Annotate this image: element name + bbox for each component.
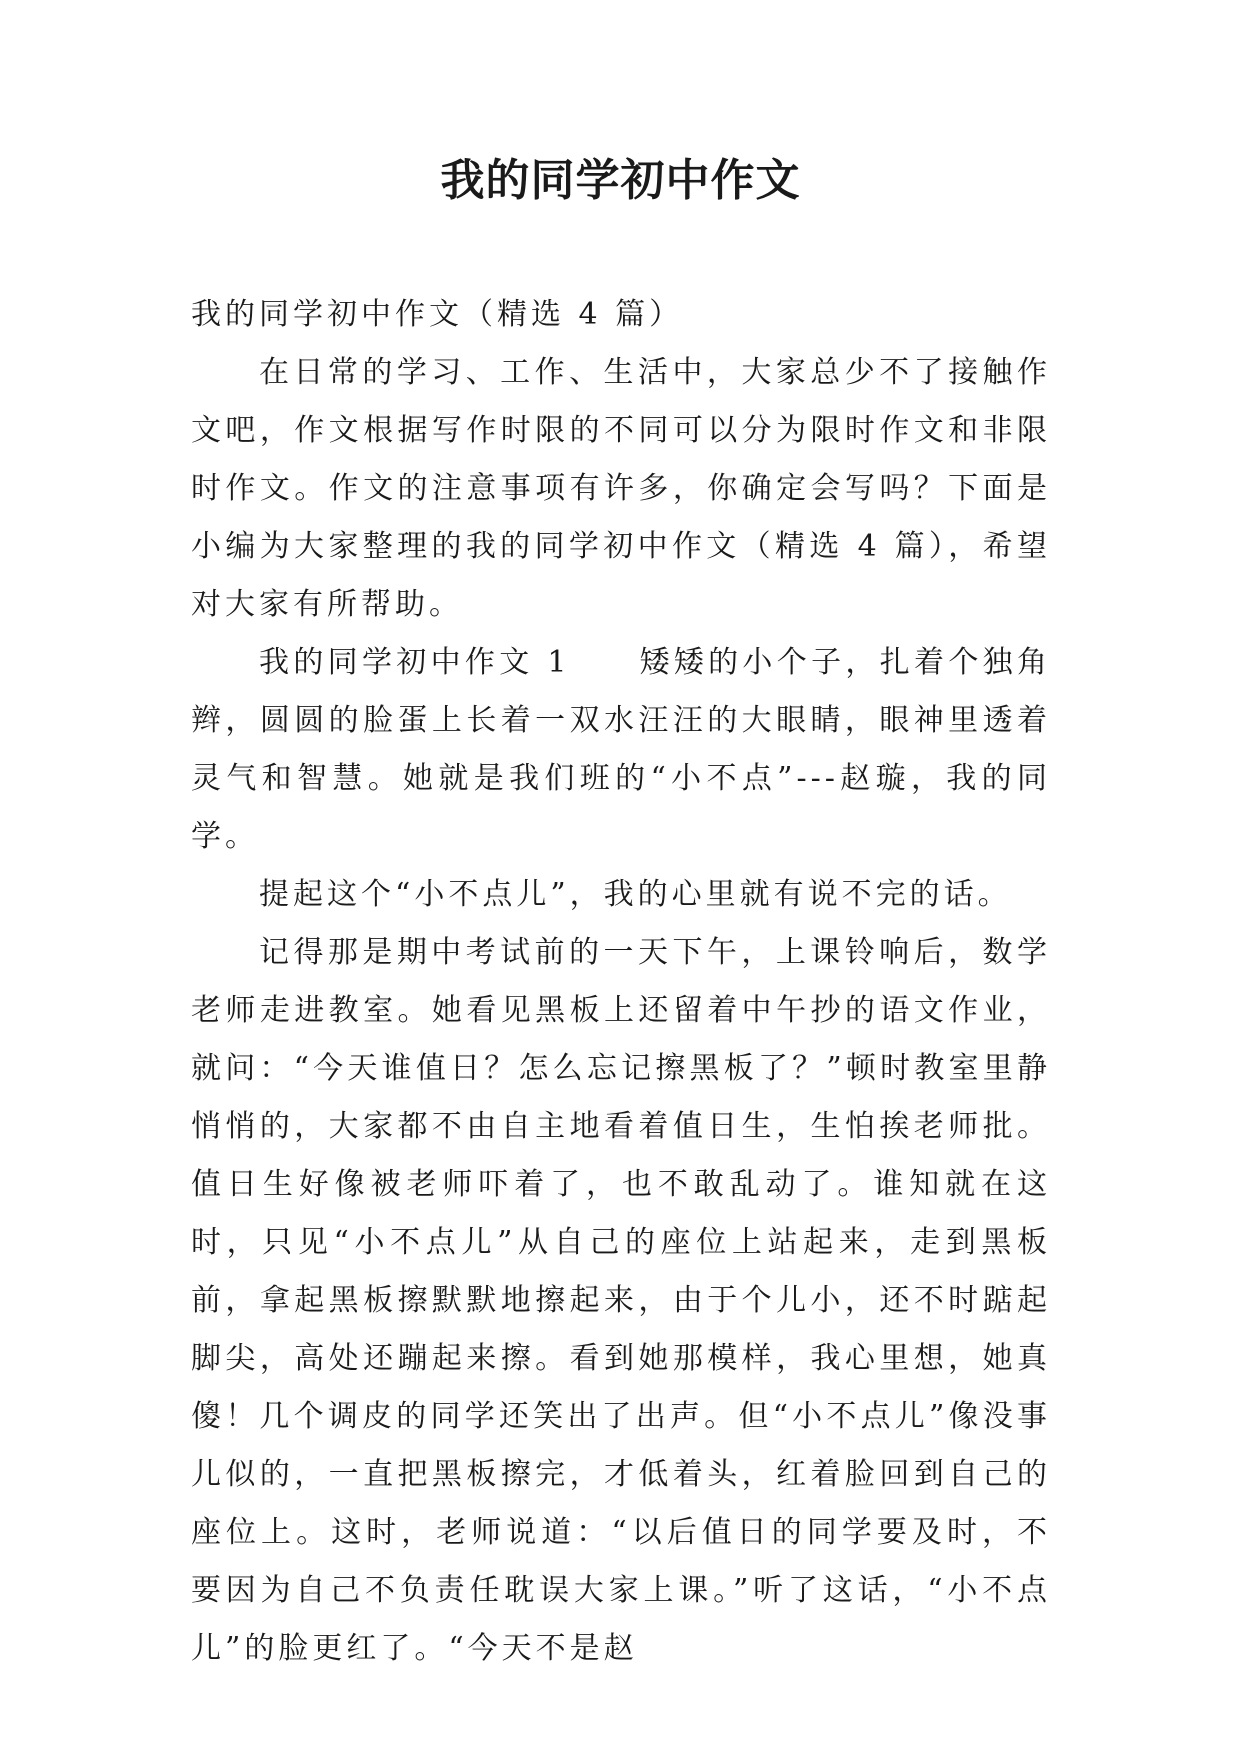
essay-1-opening-paragraph: 我的同学初中作文 1 矮矮的小个子，扎着个独角辫，圆圆的脸蛋上长着一双水汪汪的大眼睛，眼神里透着灵气和智慧。她就是我们班的“小不点”---赵璇，我的同学。 <box>191 645 1051 854</box>
document-body <box>191 286 1051 1678</box>
subtitle-paragraph: 我的同学初中作文（精选 4 篇） <box>191 297 684 332</box>
document-title: 我的同学初中作文 <box>440 155 801 206</box>
intro-paragraph: 在日常的学习、工作、生活中，大家总少不了接触作文吧，作文根据写作时限的不同可以分为限时作文和非限时作文。作文的注意事项有许多，你确定会写吗？下面是小编为大家整理的我的同学初中作文（精选 4 篇），希望对大家有所帮助。 <box>191 355 1051 622</box>
essay-1-paragraph: 记得那是期中考试前的一天下午，上课铃响后，数学老师走进教室。她看见黑板上还留着中午抄的语文作业，就问：“今天谁值日？怎么忘记擦黑板了？”顿时教室里静悄悄的，大家都不由自主地看着值日生，生怕挨老师批。值日生好像被老师吓着了，也不敢乱动了。谁知就在这时，只见“小不点儿”从自己的座位上站起来，走到黑板前，拿起黑板擦默默地擦起来，由于个儿小，还不时踮起脚尖，高处还蹦起来擦。看到她那模样，我心里想，她真傻！几个调皮的同学还笑出了出声。但“小不点儿”像没事儿似的，一直把黑板擦完，才低着头，红着脸回到自己的座位上。这时，老师说道：“以后值日的同学要及时，不要因为自己不负责任耽误大家上课。”听了这话，“小不点儿”的脸更红了。“今天不是赵 <box>191 935 1051 1666</box>
essay-1-paragraph: 提起这个“小不点儿”，我的心里就有说不完的话。 <box>259 877 1012 912</box>
